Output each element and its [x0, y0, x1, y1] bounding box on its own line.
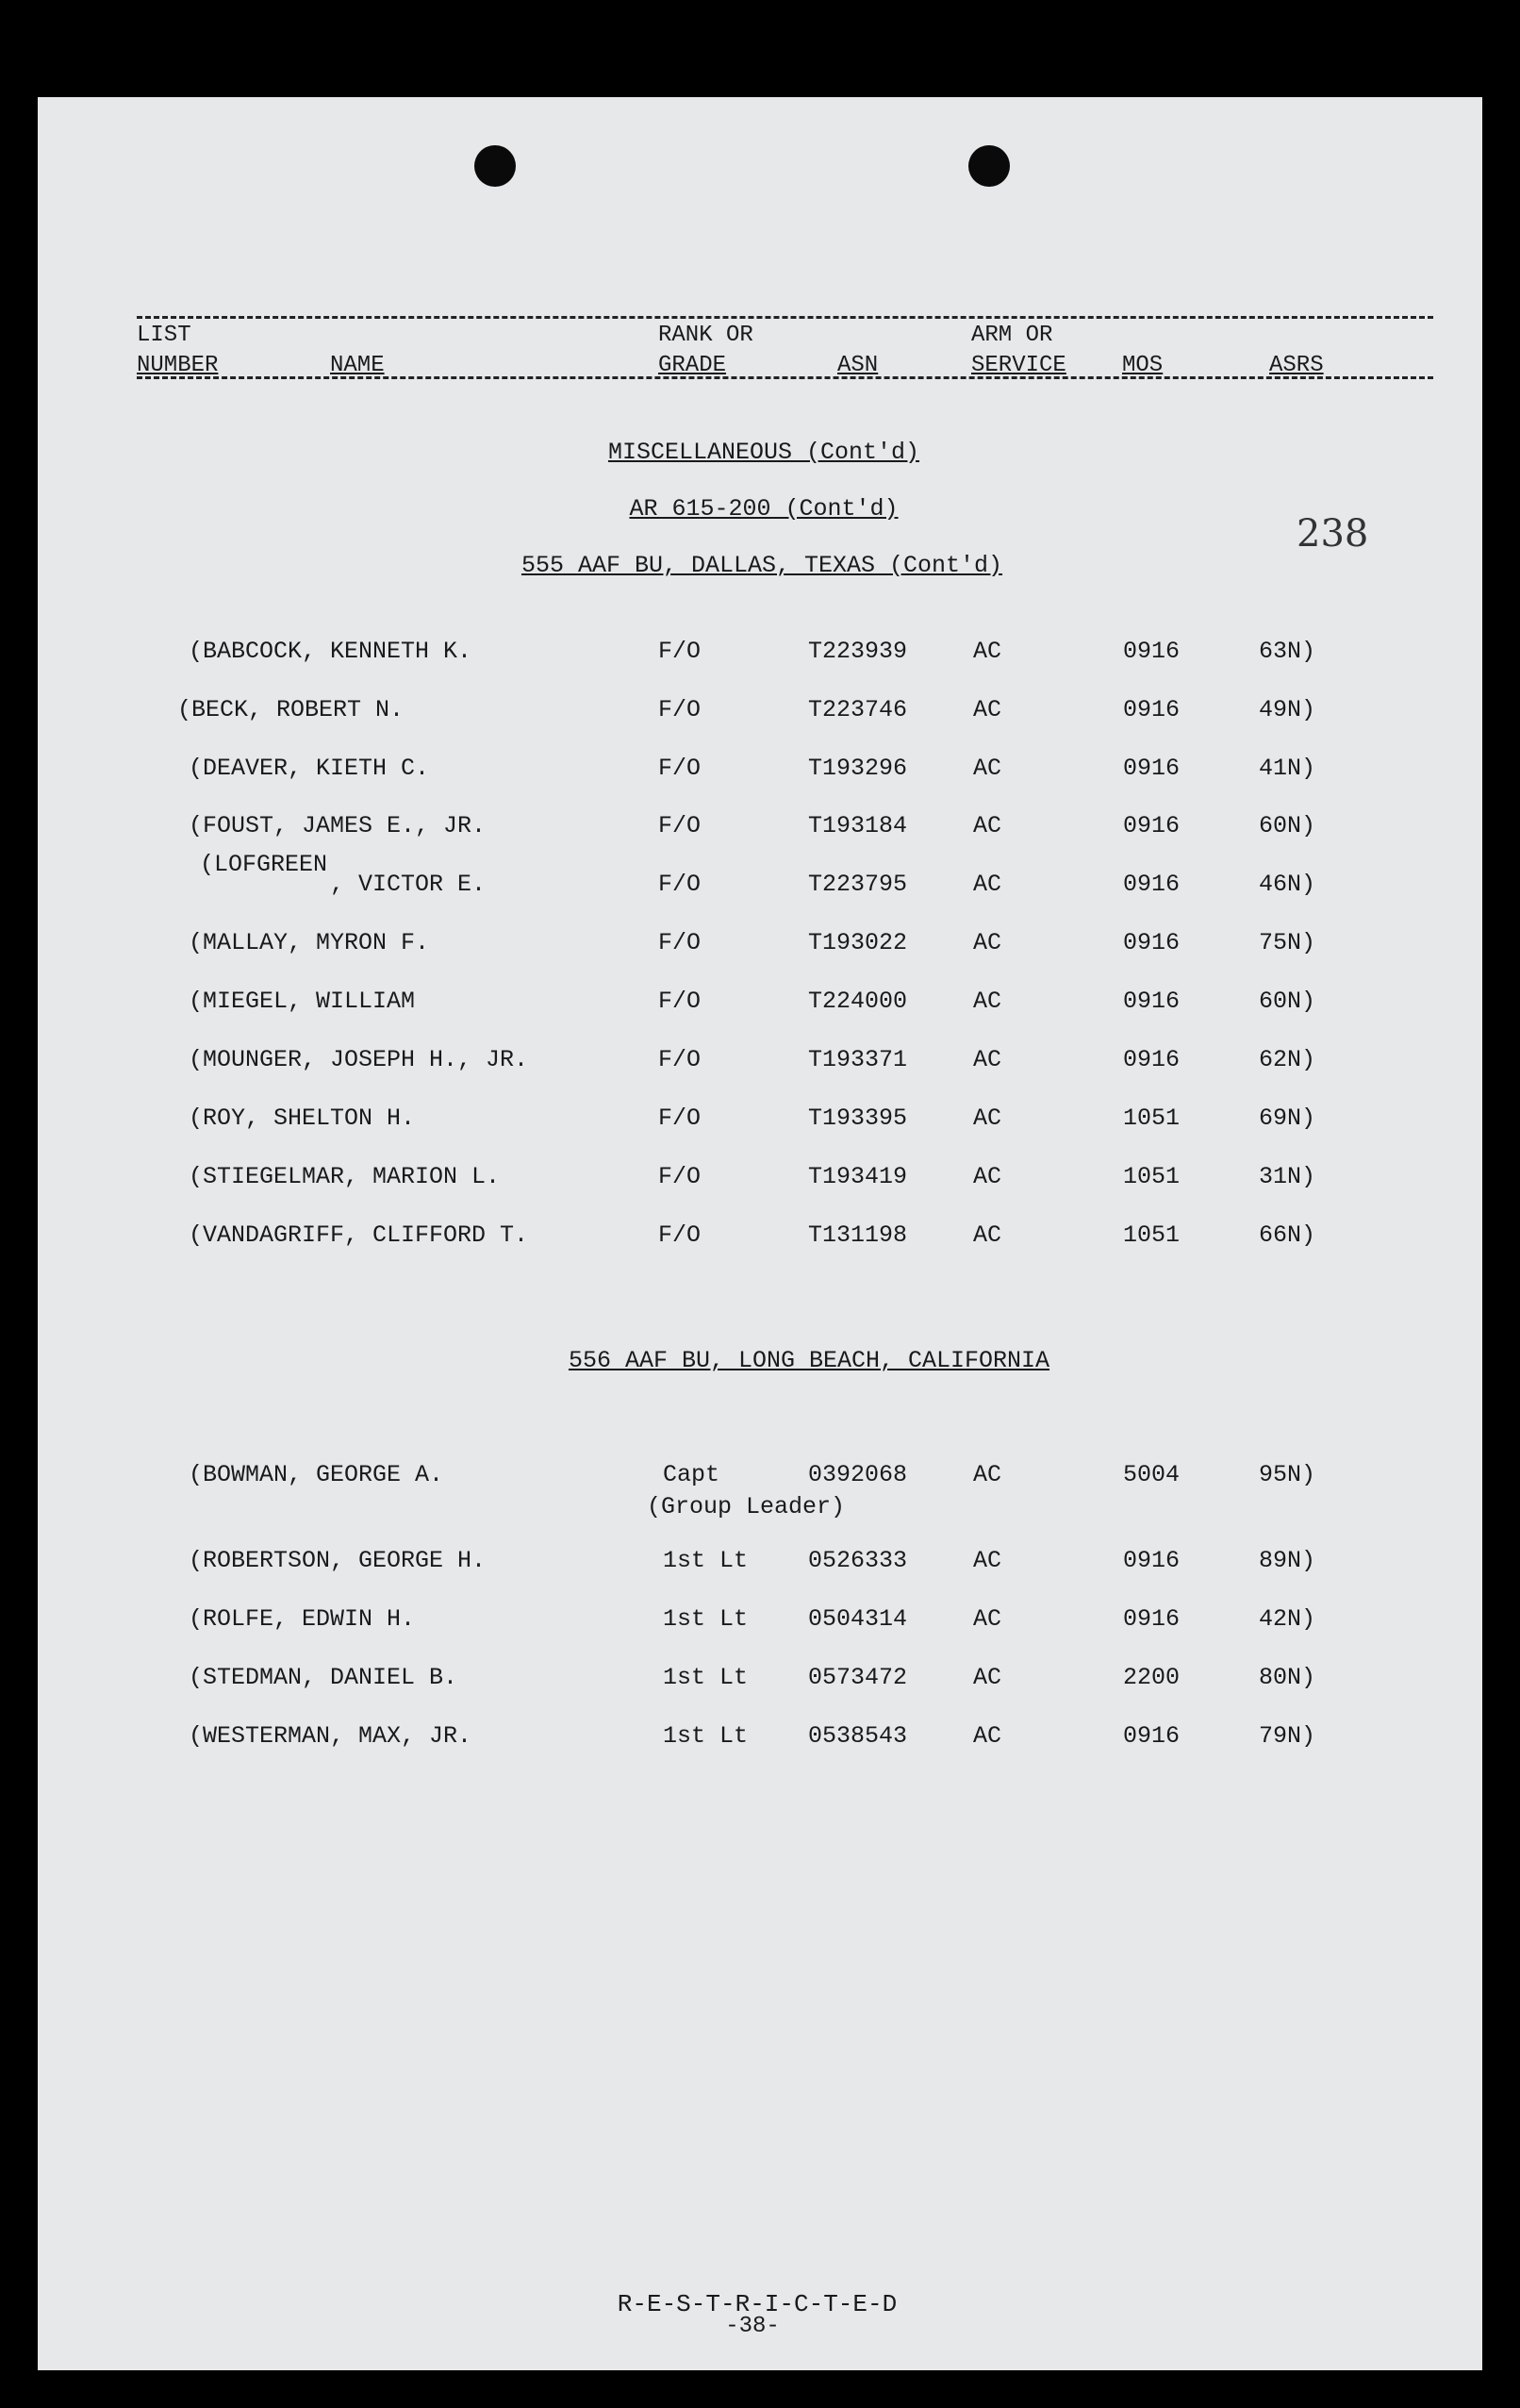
cell-name: (STIEGELMAR, MARION L.: [189, 1163, 501, 1190]
table-row: [38, 1221, 1482, 1259]
table-row: [38, 1163, 1482, 1201]
header-mos: MOS: [1122, 353, 1164, 378]
unit-title-long-beach: 556 AAF BU, LONG BEACH, CALIFORNIA: [568, 1347, 1050, 1374]
cell-name: (ROBERTSON, GEORGE H.: [189, 1547, 487, 1574]
unit-title-dallas: 555 AAF BU, DALLAS, TEXAS (Cont'd): [520, 552, 1003, 579]
header-name: NAME: [330, 353, 385, 378]
cell-name: (WESTERMAN, MAX, JR.: [189, 1722, 472, 1750]
cell-arm: AC: [973, 755, 1002, 782]
cell-name: (ROLFE, EDWIN H.: [189, 1605, 416, 1633]
cell-rank: F/O: [658, 1104, 702, 1132]
cell-asrs: 69N): [1259, 1104, 1316, 1132]
cell-asn: 0504314: [808, 1605, 908, 1633]
cell-asn: T131198: [808, 1221, 908, 1249]
table-row: [38, 1664, 1482, 1702]
table-row: [38, 755, 1482, 792]
cell-rank: F/O: [658, 988, 702, 1015]
cell-asrs: 41N): [1259, 755, 1316, 782]
cell-asn: T193371: [808, 1046, 908, 1073]
cell-mos: 0916: [1123, 1547, 1181, 1574]
cell-rank: Capt: [663, 1461, 720, 1488]
cell-mos: 0916: [1123, 638, 1181, 665]
header-number: NUMBER: [137, 353, 219, 378]
cell-rank: 1st Lt: [663, 1722, 749, 1750]
cell-mos: 0916: [1123, 812, 1181, 839]
cell-asn: T193296: [808, 755, 908, 782]
cell-asn: 0526333: [808, 1547, 908, 1574]
cell-arm: AC: [973, 1104, 1002, 1132]
cell-rank: F/O: [658, 755, 702, 782]
restricted-marking: R-E-S-T-R-I-C-T-E-D: [617, 2290, 898, 2318]
document-page: [38, 97, 1482, 2370]
cell-name: (FOUST, JAMES E., JR.: [189, 812, 487, 839]
table-row: [38, 851, 1482, 908]
punch-hole-right: [968, 145, 1010, 187]
cell-asn: T193184: [808, 812, 908, 839]
table-row: [38, 1104, 1482, 1142]
cell-name: (BOWMAN, GEORGE A.: [189, 1461, 444, 1488]
cell-rank: F/O: [658, 929, 702, 956]
cell-asrs: 60N): [1259, 812, 1316, 839]
cell-asn: T193022: [808, 929, 908, 956]
table-row: [38, 929, 1482, 967]
cell-arm: AC: [973, 1547, 1002, 1574]
header-grade: GRADE: [658, 353, 727, 378]
cell-arm: AC: [973, 1605, 1002, 1633]
cell-name: (ROY, SHELTON H.: [189, 1104, 416, 1132]
cell-asrs: 89N): [1259, 1547, 1316, 1574]
section-title: MISCELLANEOUS (Cont'd): [607, 439, 920, 466]
cell-rank: 1st Lt: [663, 1547, 749, 1574]
cell-rank: F/O: [658, 1163, 702, 1190]
table-row: [38, 638, 1482, 675]
cell-asn: T193419: [808, 1163, 908, 1190]
cell-asn: 0538543: [808, 1722, 908, 1750]
cell-arm: AC: [973, 929, 1002, 956]
cell-mos: 0916: [1123, 1605, 1181, 1633]
cell-rank: F/O: [658, 696, 702, 723]
header-service: SERVICE: [971, 353, 1066, 378]
table-row: [38, 1046, 1482, 1084]
group-leader-note: (Group Leader): [647, 1493, 846, 1520]
footer-page-number: -38-: [725, 2314, 780, 2339]
cell-arm: AC: [973, 1722, 1002, 1750]
cell-asrs: 75N): [1259, 929, 1316, 956]
cell-mos: 0916: [1123, 696, 1181, 723]
cell-rank: F/O: [658, 812, 702, 839]
cell-name: (STEDMAN, DANIEL B.: [189, 1664, 458, 1691]
cell-name: (BECK, ROBERT N.: [177, 696, 405, 723]
cell-arm: AC: [973, 871, 1002, 898]
cell-mos: 0916: [1123, 988, 1181, 1015]
cell-asrs: 42N): [1259, 1605, 1316, 1633]
cell-name: (MALLAY, MYRON F.: [189, 929, 430, 956]
cell-arm: AC: [973, 1664, 1002, 1691]
cell-rank: 1st Lt: [663, 1664, 749, 1691]
cell-mos: 0916: [1123, 755, 1181, 782]
cell-arm: AC: [973, 1461, 1002, 1488]
header-list: LIST: [137, 323, 191, 348]
header-asn: ASN: [837, 353, 879, 378]
cell-arm: AC: [973, 1221, 1002, 1249]
cell-name: (BABCOCK, KENNETH K.: [189, 638, 472, 665]
header-rank-or: RANK OR: [658, 323, 753, 348]
cell-arm: AC: [973, 696, 1002, 723]
table-row: [38, 988, 1482, 1025]
cell-arm: AC: [973, 988, 1002, 1015]
stamped-page-number: 238: [1297, 512, 1369, 556]
cell-mos: 0916: [1123, 871, 1181, 898]
cell-name: (MOUNGER, JOSEPH H., JR.: [189, 1046, 529, 1073]
table-row: [38, 1722, 1482, 1760]
table-row: [38, 812, 1482, 850]
cell-asrs: 79N): [1259, 1722, 1316, 1750]
header-top-rule: [137, 316, 1433, 319]
cell-rank: F/O: [658, 871, 702, 898]
cell-asrs: 63N): [1259, 638, 1316, 665]
cell-asrs: 60N): [1259, 988, 1316, 1015]
cell-asrs: 62N): [1259, 1046, 1316, 1073]
cell-arm: AC: [973, 1046, 1002, 1073]
cell-name: (MIEGEL, WILLIAM: [189, 988, 416, 1015]
table-row: [38, 1605, 1482, 1643]
cell-rank: F/O: [658, 1221, 702, 1249]
table-row: [38, 1547, 1482, 1585]
cell-asn: T223746: [808, 696, 908, 723]
cell-asrs: 66N): [1259, 1221, 1316, 1249]
cell-asrs: 46N): [1259, 871, 1316, 898]
cell-rank: 1st Lt: [663, 1605, 749, 1633]
cell-asrs: 80N): [1259, 1664, 1316, 1691]
cell-asn: T223939: [808, 638, 908, 665]
cell-name: (DEAVER, KIETH C.: [189, 755, 430, 782]
cell-name: (VANDAGRIFF, CLIFFORD T.: [189, 1221, 529, 1249]
cell-mos: 1051: [1123, 1221, 1181, 1249]
punch-hole-left: [474, 145, 516, 187]
header-asrs: ASRS: [1269, 353, 1324, 378]
cell-arm: AC: [973, 812, 1002, 839]
cell-asn: T223795: [808, 871, 908, 898]
header-arm-or: ARM OR: [971, 323, 1053, 348]
cell-name-given: , VICTOR E.: [330, 871, 487, 898]
cell-mos: 0916: [1123, 1722, 1181, 1750]
cell-asn: 0573472: [808, 1664, 908, 1691]
cell-mos: 0916: [1123, 1046, 1181, 1073]
cell-asrs: 31N): [1259, 1163, 1316, 1190]
table-row: [38, 696, 1482, 734]
cell-asn: T224000: [808, 988, 908, 1015]
cell-name-surname: (LOFGREEN: [200, 851, 328, 878]
cell-asn: 0392068: [808, 1461, 908, 1488]
header-bottom-rule: [137, 376, 1433, 379]
cell-arm: AC: [973, 1163, 1002, 1190]
cell-mos: 1051: [1123, 1163, 1181, 1190]
cell-mos: 2200: [1123, 1664, 1181, 1691]
cell-mos: 5004: [1123, 1461, 1181, 1488]
cell-mos: 0916: [1123, 929, 1181, 956]
cell-rank: F/O: [658, 638, 702, 665]
cell-asrs: 49N): [1259, 696, 1316, 723]
cell-mos: 1051: [1123, 1104, 1181, 1132]
cell-rank: F/O: [658, 1046, 702, 1073]
regulation-title: AR 615-200 (Cont'd): [629, 495, 899, 523]
cell-asn: T193395: [808, 1104, 908, 1132]
cell-arm: AC: [973, 638, 1002, 665]
cell-asrs: 95N): [1259, 1461, 1316, 1488]
